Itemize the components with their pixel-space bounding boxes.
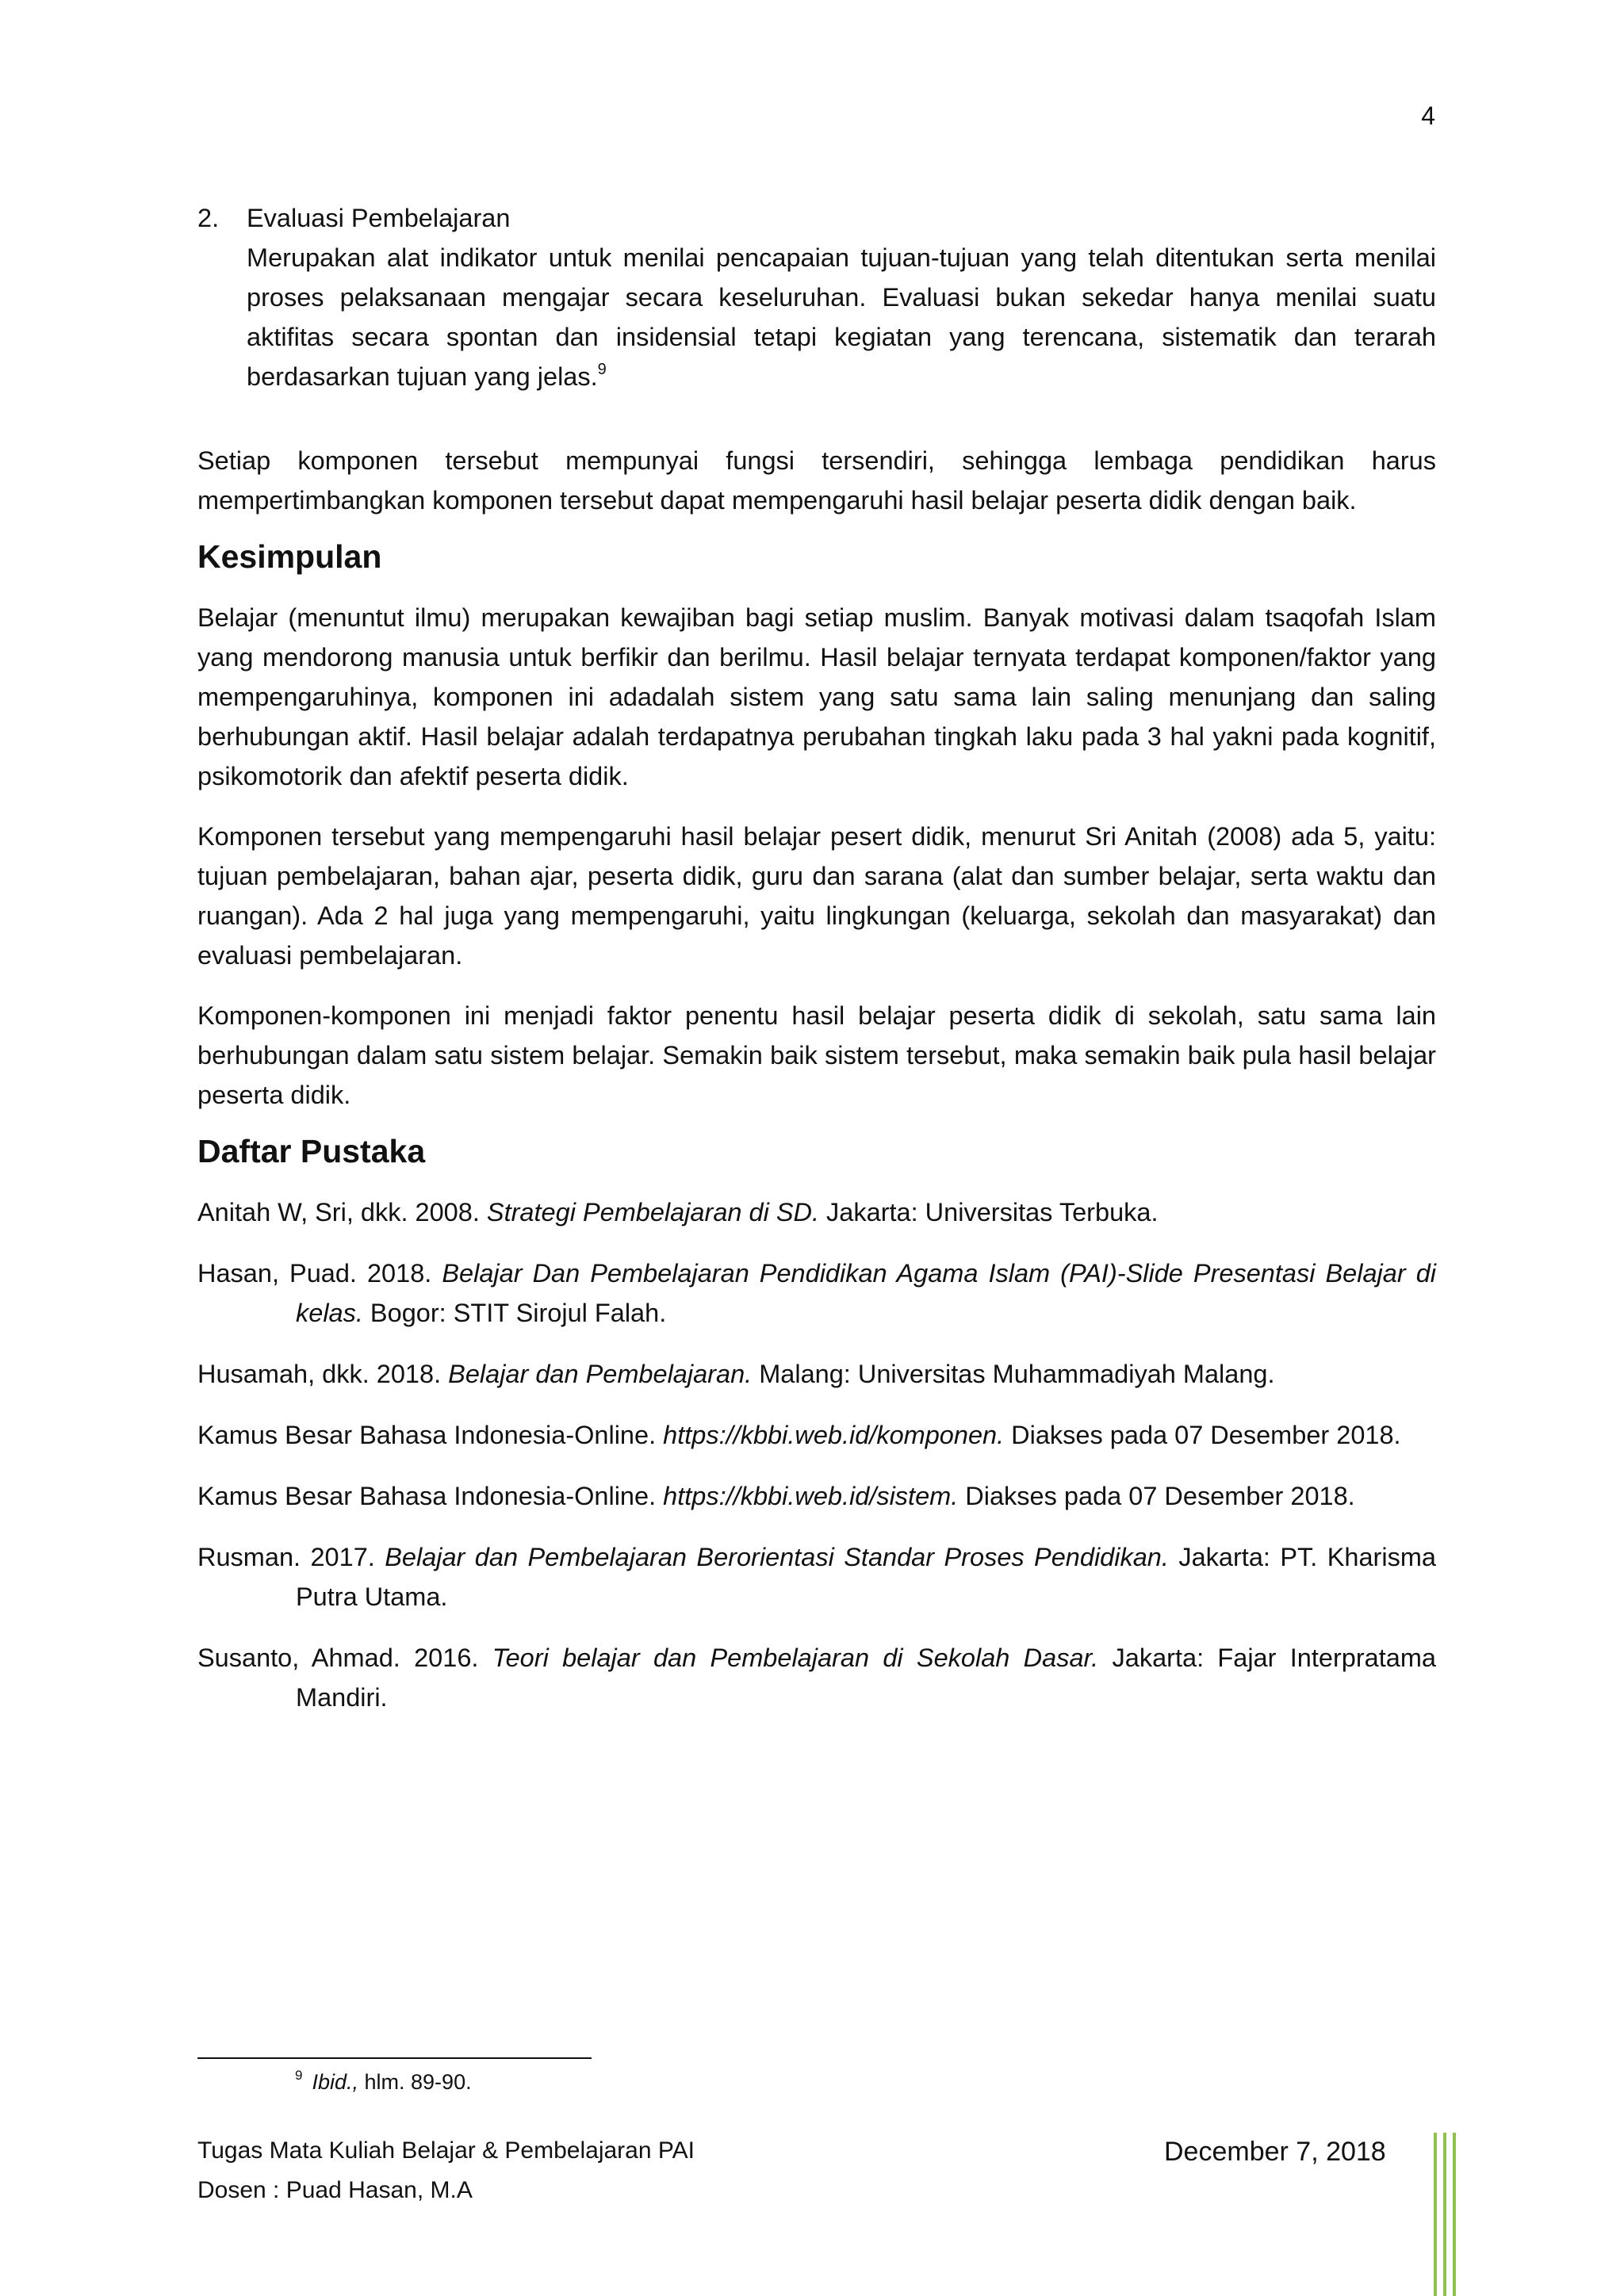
reference-publisher: Bogor: STIT Sirojul Falah. [362, 1299, 667, 1327]
kesimpulan-paragraph-1: Belajar (menuntut ilmu) merupakan kewajiban bagi setiap muslim. Banyak motivasi dalam tsaqofah Islam yang mendorong manusia untuk berfikir dan berilmu. Hasil belajar ternyata terdapat komponen/faktor yang mempengaruhinya, komponen ini adadalah sistem yang satu sama lain saling menunjang dan saling berhubungan aktif. Hasil belajar adalah terdapatnya perubahan tingkah laku pada 3 hal yakni pada kognitif, psikomotorik dan afektif peserta didik. [197, 603, 1436, 790]
reference-item [197, 1415, 1436, 1455]
footnote-separator [197, 2057, 592, 2059]
list-item-body [247, 238, 1436, 396]
footnote-ibid: Ibid., [312, 2070, 359, 2094]
reference-author: Anitah W, Sri, dkk. 2008. [197, 1198, 487, 1226]
reference-author: Husamah, dkk. 2018. [197, 1360, 449, 1388]
decorative-bar [1453, 2133, 1456, 2296]
reference-title: Strategi Pembelajaran di SD. [486, 1198, 820, 1226]
reference-item [197, 1192, 1436, 1232]
decorative-bar [1443, 2133, 1446, 2296]
intro-paragraph: Setiap komponen tersebut mempunyai fungsi tersendiri, sehingga lembaga pendidikan harus mempertimbangkan komponen tersebut dapat mempengaruhi hasil belajar peserta didik dengan baik. [197, 446, 1436, 515]
reference-title: Belajar dan Pembelajaran Berorientasi Standar Proses Pendidikan. [385, 1543, 1169, 1571]
reference-author: Kamus Besar Bahasa Indonesia-Online. [197, 1482, 664, 1510]
reference-item [197, 1354, 1436, 1394]
reference-url[interactable]: https://kbbi.web.id/komponen. [663, 1421, 1005, 1449]
heading-daftar-pustaka: Daftar Pustaka [197, 1133, 426, 1169]
reference-url[interactable]: https://kbbi.web.id/sistem. [663, 1482, 959, 1510]
page-content [197, 198, 1436, 1739]
page-number: 4 [1421, 101, 1435, 130]
list-item-evaluasi [197, 198, 1436, 396]
reference-item [197, 1476, 1436, 1516]
reference-publisher: Malang: Universitas Muhammadiyah Malang. [752, 1360, 1275, 1388]
footnote-text: hlm. 89-90. [358, 2070, 472, 2094]
reference-access-date: Diakses pada 07 Desember 2018. [1004, 1421, 1401, 1449]
footer-course-info [197, 2131, 695, 2210]
list-number: 2. [197, 204, 220, 232]
decorative-bar [1434, 2133, 1437, 2296]
footnote-number: 9 [295, 2068, 303, 2083]
reference-access-date: Diakses pada 07 Desember 2018. [958, 1482, 1355, 1510]
reference-title: Teori belajar dan Pembelajaran di Sekolah Dasar. [492, 1644, 1099, 1672]
kesimpulan-paragraph-3: Komponen-komponen ini menjadi faktor penentu hasil belajar peserta didik di sekolah, satu sama lain berhubungan dalam satu sistem belajar. Semakin baik sistem tersebut, maka semakin baik pula hasil belajar peserta didik. [197, 1001, 1436, 1109]
reference-item [197, 1638, 1436, 1717]
reference-author: Kamus Besar Bahasa Indonesia-Online. [197, 1421, 664, 1449]
reference-publisher: Jakarta: Fajar Interpratama Mandiri. [296, 1644, 1436, 1712]
reference-publisher: Jakarta: Universitas Terbuka. [819, 1198, 1159, 1226]
decorative-bars-icon [1434, 2133, 1457, 2296]
footnote-ref[interactable]: 9 [597, 361, 607, 379]
kesimpulan-paragraph-2: Komponen tersebut yang mempengaruhi hasil belajar pesert didik, menurut Sri Anitah (2008) ada 5, yaitu: tujuan pembelajaran, bahan ajar, peserta didik, guru dan sarana (alat dan sumber belajar, serta waktu dan ruangan). Ada 2 hal juga yang mempengaruhi, yaitu lingkungan (keluarga, sekolah dan masyarakat) dan evaluasi pembelajaran. [197, 822, 1436, 970]
footer-date: December 7, 2018 [1164, 2137, 1386, 2167]
reference-publisher: Jakarta: PT. Kharisma Putra Utama. [296, 1543, 1436, 1611]
reference-title: Belajar dan Pembelajaran. [448, 1360, 753, 1388]
reference-author: Rusman. 2017. [197, 1543, 385, 1571]
reference-item [197, 1253, 1436, 1333]
reference-item [197, 1537, 1436, 1617]
reference-author: Hasan, Puad. 2018. [197, 1259, 442, 1288]
footer-course-title: Tugas Mata Kuliah Belajar & Pembelajaran PAI [197, 2137, 695, 2164]
reference-author: Susanto, Ahmad. 2016. [197, 1644, 492, 1672]
heading-kesimpulan: Kesimpulan [197, 538, 382, 575]
footnote [295, 2066, 472, 2098]
list-item-title: Evaluasi Pembelajaran [247, 204, 511, 232]
list-item-body-text: Merupakan alat indikator untuk menilai pencapaian tujuan-tujuan yang telah ditentukan serta menilai proses pelaksanaan mengajar secara keseluruhan. Evaluasi bukan sekedar hanya menilai suatu aktifitas secara spontan dan insidensial tetapi kegiatan yang terencana, sistematik dan terarah berdasarkan tujuan yang jelas. [247, 243, 1436, 391]
footer-lecturer: Dosen : Puad Hasan, M.A [197, 2177, 473, 2203]
reference-title: Belajar Dan Pembelajaran Pendidikan Agama Islam (PAI)-Slide Presentasi Belajar di kelas. [296, 1259, 1436, 1327]
